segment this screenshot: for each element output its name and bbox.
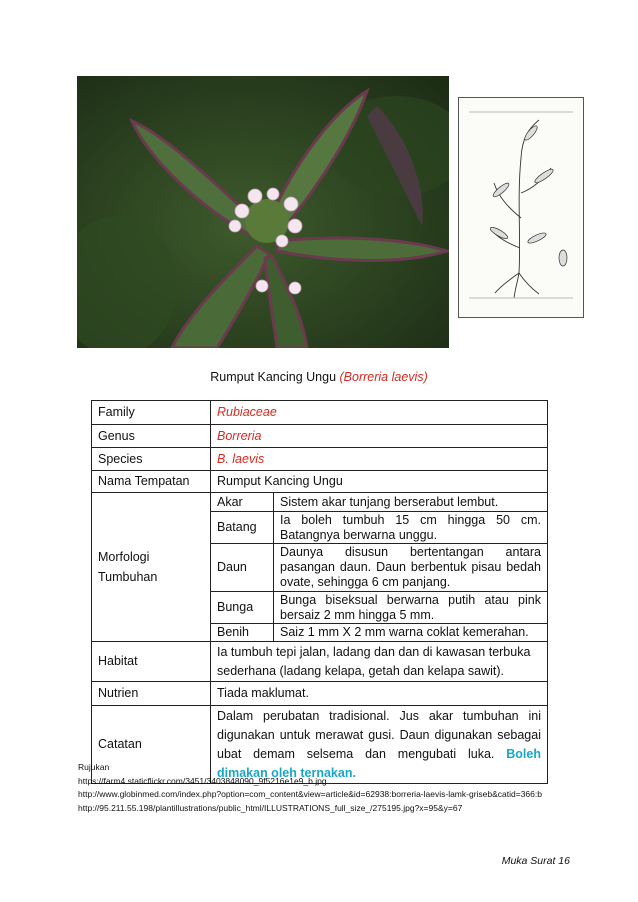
table-row (92, 642, 548, 682)
genus-value: Borreria (211, 425, 548, 448)
reference-link[interactable]: http://www.globinmed.com/index.php?option=com_content&view=article&id=62938:borreria-laevis-lamk-griseb&catid=366:b (78, 789, 542, 799)
morph-part-leaf: Daun (211, 544, 274, 592)
notes-label: Catatan (92, 706, 211, 784)
notes-text: Dalam perubatan tradisional. Jus akar tumbuhan ini digunakan untuk merawat gusi. Daun digunakan sebagai ubat demam selsema dan mengubati luka. (217, 708, 541, 761)
local-name-label: Nama Tempatan (92, 471, 211, 493)
morph-part-seed: Benih (211, 624, 274, 642)
nutrient-value: Tiada maklumat. (211, 682, 548, 706)
reference-link[interactable]: https://farm4.staticflickr.com/3451/3403848090_9f5216e1e9_b.jpg (78, 775, 327, 786)
table-row (92, 425, 548, 448)
table-row (92, 493, 548, 512)
species-value: B. laevis (211, 448, 548, 471)
morph-part-flower: Bunga (211, 592, 274, 624)
page-number: Muka Surat 16 (501, 855, 570, 867)
morph-desc-leaf: Daunya disusun bertentangan antara pasangan daun. Daun berbentuk pisau bedah ovate, sehingga 6 cm panjang. (274, 544, 548, 592)
reference-link[interactable]: http://95.211.55.198/plantillustrations/public_html/ILLUSTRATIONS_full_size_/275195.jpg?x=95&y=67 (78, 802, 463, 813)
references-title: Rujukan (78, 762, 110, 772)
table-row (92, 448, 548, 471)
habitat-value: Ia tumbuh tepi jalan, ladang dan dan di kawasan terbuka sederhana (ladang kelapa, getah dan kelapa sawit). (211, 642, 548, 682)
figure-caption (0, 370, 638, 384)
scientific-name: (Borreria laevis) (339, 370, 428, 384)
species-label: Species (92, 448, 211, 471)
family-label: Family (92, 401, 211, 425)
nutrient-label: Nutrien (92, 682, 211, 706)
references (78, 761, 588, 815)
plant-info-table (91, 400, 548, 784)
morph-part-root: Akar (211, 493, 274, 512)
table-row (92, 401, 548, 425)
plant-photo (77, 76, 449, 348)
notes-highlight: Boleh dimakan oleh ternakan. (217, 746, 541, 780)
genus-label: Genus (92, 425, 211, 448)
morph-desc-stem: Ia boleh tumbuh 15 cm hingga 50 cm. Batangnya berwarna unggu. (274, 512, 548, 544)
morph-desc-seed: Saiz 1 mm X 2 mm warna coklat kemerahan. (274, 624, 548, 642)
common-name: Rumput Kancing Ungu (210, 370, 337, 384)
morphology-label: Morfologi Tumbuhan (92, 493, 211, 642)
table-row (92, 471, 548, 493)
local-name-value: Rumput Kancing Ungu (211, 471, 548, 493)
habitat-label: Habitat (92, 642, 211, 682)
morph-desc-root: Sistem akar tunjang berserabut lembut. (274, 493, 548, 512)
family-value: Rubiaceae (211, 401, 548, 425)
morph-part-stem: Batang (211, 512, 274, 544)
table-row (92, 682, 548, 706)
morph-desc-flower: Bunga biseksual berwarna putih atau pink bersaiz 2 mm hingga 5 mm. (274, 592, 548, 624)
botanical-illustration (458, 97, 584, 318)
